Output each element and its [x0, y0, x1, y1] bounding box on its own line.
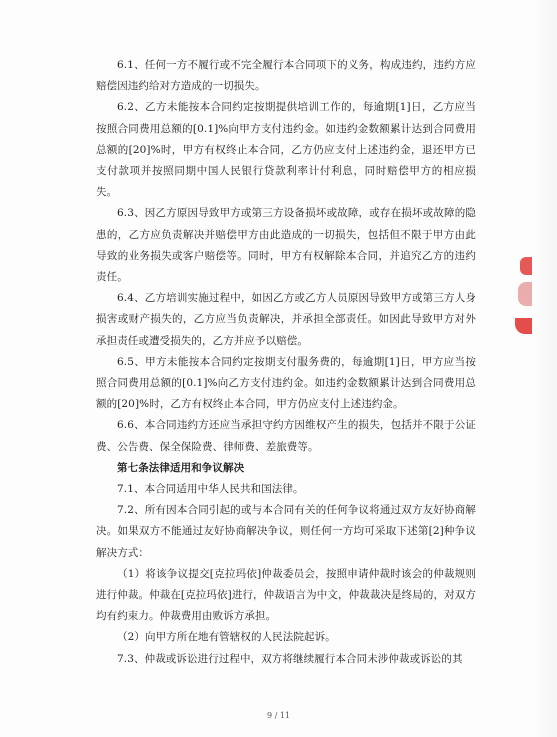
document-body — [96, 55, 476, 670]
clause-paragraph: 6.2、乙方未能按本合同约定按期提供培训工作的，每逾期[1]日，乙方应当按照合同费用总额的[0.1]%向甲方支付违约金。如违约金数额累计达到合同费用总额的[20]%时，甲方有权终止本合同，乙方仍应支付上述违约金，退还甲方已支付款项并按照同期中国人民银行贷款利率计付利息，同时赔偿甲方的相应损失。 — [96, 101, 476, 199]
clause-paragraph: 6.1、任何一方不履行或不完全履行本合同项下的义务，构成违约，违约方应赔偿因违约给对方造成的一切损失。 — [96, 59, 476, 93]
clause-paragraph: 7.3、仲裁或诉讼进行过程中，双方将继续履行本合同未涉仲裁或诉讼的其 — [117, 652, 463, 665]
clause-paragraph: 6.4、乙方培训实施过程中，如因乙方或乙方人员原因导致甲方或第三方人身损害或财产损失的，乙方应当负责解决，并承担全部责任。如因此导致甲方对外承担责任或遭受损失的，乙方并应予以赔偿。 — [96, 292, 476, 347]
seal-stamp-fragment — [520, 257, 532, 275]
clause-paragraph: （2）向甲方所在地有管辖权的人民法院起诉。 — [117, 631, 336, 644]
clause-paragraph: 6.5、甲方未能按本合同约定按期支付服务费的，每逾期[1]日，甲方应当按照合同费用总额的[0.1]%向乙方支付违约金。如违约金数额累计达到合同费用总额的[20]%时，乙方有权终止本合同，甲方仍应支付上述违约金。 — [96, 355, 476, 411]
clause-paragraph: 6.6、本合同违约方还应当承担守约方因维权产生的损失，包括并不限于公证费、公告费、保全保险费、律师费、差旅费等。 — [96, 419, 476, 453]
clause-paragraph: 7.2、所有因本合同引起的或与本合同有关的任何争议将通过双方友好协商解决。如果双方不能通过友好协商解决争议，则任何一方均可采取下述第[2]种争议解决方式： — [96, 504, 476, 559]
clause-paragraph: 7.1、本合同适用中华人民共和国法律。 — [117, 483, 304, 496]
seal-stamp-fragment — [518, 282, 532, 306]
seal-stamp-fragment — [515, 318, 532, 334]
clause-paragraph: （1）将该争议提交[克拉玛依]仲裁委员会，按照申请仲裁时该会的仲裁规则进行仲裁。仲裁在[克拉玛依]进行，仲裁语言为中文，仲裁裁决是终局的，对双方均有约束力。仲裁费用由败诉方承担。 — [96, 567, 476, 623]
page-edge-shadow — [533, 0, 557, 737]
clause-paragraph: 6.3、因乙方原因导致甲方或第三方设备损坏或故障，或存在损坏或故障的隐患的，乙方应负责解决并赔偿甲方由此造成的一切损失，包括但不限于甲方由此导致的业务损失或客户赔偿等。同时，甲方有权解除本合同，并追究乙方的违约责任。 — [96, 207, 476, 284]
section-heading: 第七条法律适用和争议解决 — [117, 461, 245, 474]
page-number: 9 / 11 — [266, 711, 291, 720]
